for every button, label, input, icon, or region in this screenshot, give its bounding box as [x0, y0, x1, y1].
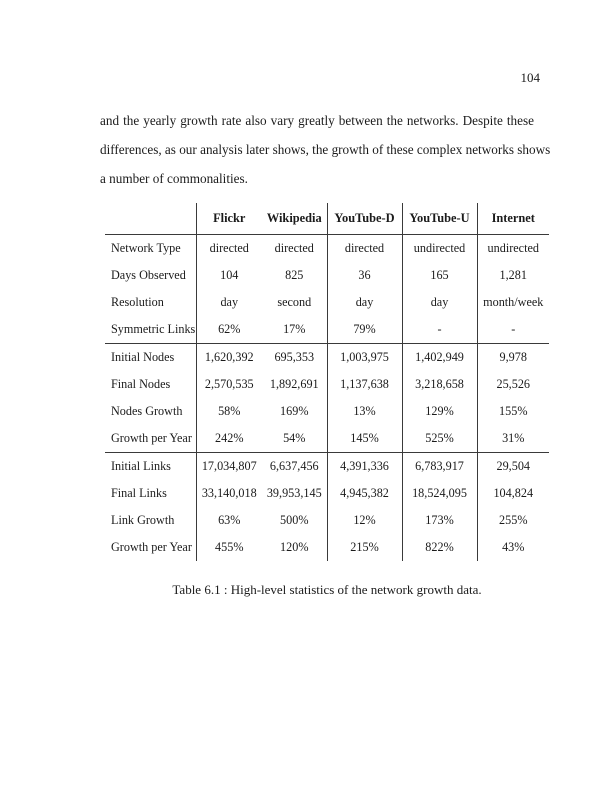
cell-value: 129%	[402, 398, 477, 425]
cell-value: 62%	[196, 316, 262, 344]
cell-value: 17%	[262, 316, 327, 344]
stats-table	[105, 203, 549, 561]
cell-value: 43%	[477, 534, 549, 561]
body-paragraph	[100, 106, 551, 193]
cell-value: 242%	[196, 425, 262, 453]
cell-value: 155%	[477, 398, 549, 425]
cell-value: 255%	[477, 507, 549, 534]
cell-value: 58%	[196, 398, 262, 425]
cell-value: 104	[196, 262, 262, 289]
row-label: Symmetric Links	[105, 316, 196, 344]
cell-value: 4,391,336	[327, 453, 402, 481]
header-empty-cell	[105, 203, 196, 235]
statistics-table-container	[105, 203, 549, 561]
cell-value: 165	[402, 262, 477, 289]
paragraph-line: differences, as our analysis later shows, the growth of these complex networks shows	[100, 142, 551, 157]
cell-value: day	[327, 289, 402, 316]
cell-value: 9,978	[477, 344, 549, 372]
cell-value: 29,504	[477, 453, 549, 481]
cell-value: directed	[196, 235, 262, 263]
header-cell-flickr: Flickr	[196, 203, 262, 235]
table-row	[105, 235, 549, 263]
cell-value: undirected	[402, 235, 477, 263]
cell-value: directed	[274, 241, 314, 255]
cell-value: 4,945,382	[327, 480, 402, 507]
cell-value: directed	[327, 235, 402, 263]
cell-value: day	[402, 289, 477, 316]
cell-value: 500%	[280, 513, 309, 527]
cell-value: 3,218,658	[402, 371, 477, 398]
cell-value: 120%	[280, 540, 309, 554]
table-body	[105, 235, 549, 562]
row-label: Nodes Growth	[111, 404, 183, 418]
cell-value: 455%	[196, 534, 262, 561]
cell-value: 6,783,917	[402, 453, 477, 481]
table-row	[105, 398, 549, 425]
cell-value: 1,620,392	[196, 344, 262, 372]
cell-value: 695,353	[274, 350, 315, 364]
table-row	[105, 316, 549, 344]
cell-value: -	[477, 316, 549, 344]
paragraph-line: a number of commonalities.	[100, 171, 248, 186]
cell-value: 1,892,691	[269, 377, 319, 391]
cell-value: 1,003,975	[327, 344, 402, 372]
cell-value: 525%	[402, 425, 477, 453]
row-label: Initial Links	[111, 459, 171, 473]
cell-value: 825	[285, 268, 304, 282]
table-row	[105, 371, 549, 398]
row-label: Growth per Year	[105, 425, 196, 453]
cell-value: 13%	[327, 398, 402, 425]
cell-value: 822%	[402, 534, 477, 561]
row-label: Link Growth	[111, 513, 175, 527]
cell-value: 79%	[327, 316, 402, 344]
table-header-row	[105, 203, 549, 235]
cell-value: 17,034,807	[196, 453, 262, 481]
cell-value: 63%	[196, 507, 262, 534]
row-label: Final Links	[111, 486, 167, 500]
cell-value: 36	[327, 262, 402, 289]
row-label: Days Observed	[111, 268, 186, 282]
cell-value: 1,137,638	[327, 371, 402, 398]
row-label: Network Type	[111, 241, 181, 255]
table-row	[105, 534, 549, 561]
row-label: Initial Nodes	[111, 350, 175, 364]
cell-value: -	[402, 316, 477, 344]
table-row	[105, 289, 549, 316]
row-label: Growth per Year	[111, 540, 192, 554]
header-cell-youtube-u: YouTube-U	[402, 203, 477, 235]
header-cell-internet: Internet	[477, 203, 549, 235]
cell-value: 39,953,145	[266, 486, 322, 500]
cell-value: day	[196, 289, 262, 316]
table-row	[105, 344, 549, 372]
row-label: Resolution	[111, 295, 164, 309]
table-row	[105, 453, 549, 481]
cell-value: 33,140,018	[196, 480, 262, 507]
cell-value: 1,402,949	[402, 344, 477, 372]
cell-value: 25,526	[477, 371, 549, 398]
cell-value: undirected	[477, 235, 549, 263]
paragraph-line: and the yearly growth rate also vary greatly between the networks. Despite these	[100, 113, 534, 128]
cell-value: 1,281	[477, 262, 549, 289]
table-row	[105, 507, 549, 534]
cell-value: 173%	[402, 507, 477, 534]
cell-value: 2,570,535	[196, 371, 262, 398]
cell-value: month/week	[477, 289, 549, 316]
cell-value: 54%	[262, 425, 327, 453]
cell-value: 18,524,095	[402, 480, 477, 507]
page-number: 104	[520, 70, 540, 85]
cell-value: 104,824	[477, 480, 549, 507]
table-row	[105, 425, 549, 453]
table-caption: Table 6.1 : High-level statistics of the network growth data.	[172, 582, 482, 597]
header-cell-youtube-d: YouTube-D	[327, 203, 402, 235]
cell-value: 145%	[327, 425, 402, 453]
cell-value: 6,637,456	[269, 459, 319, 473]
cell-value: 31%	[477, 425, 549, 453]
table-row	[105, 480, 549, 507]
table-row	[105, 262, 549, 289]
row-label: Final Nodes	[111, 377, 171, 391]
cell-value: 12%	[327, 507, 402, 534]
header-cell-wikipedia: Wikipedia	[262, 203, 327, 235]
cell-value: 215%	[327, 534, 402, 561]
cell-value: 169%	[280, 404, 309, 418]
cell-value: second	[277, 295, 312, 309]
